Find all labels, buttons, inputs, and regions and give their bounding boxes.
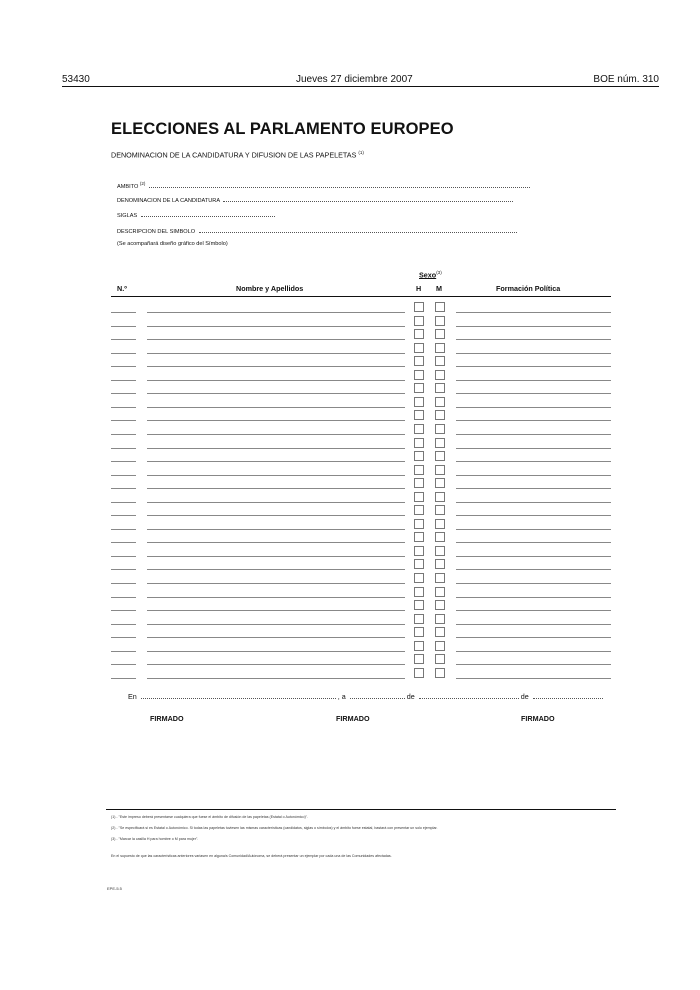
descripcion-fill-line bbox=[199, 228, 517, 233]
row-party-line[interactable] bbox=[456, 637, 611, 638]
row-name-line[interactable] bbox=[147, 515, 405, 516]
footnote-1: (1) - "Este impreso deberá presentarse cualquiera que fuese el ámbito de difusión de las papeletas (Estatal o Autonómico)". bbox=[111, 815, 308, 819]
row-name-line[interactable] bbox=[147, 610, 405, 611]
row-number-line[interactable] bbox=[111, 475, 136, 476]
sex-h-checkbox[interactable] bbox=[414, 329, 424, 339]
sex-m-checkbox[interactable] bbox=[435, 424, 445, 434]
row-party-line[interactable] bbox=[456, 651, 611, 652]
row-number-line[interactable] bbox=[111, 624, 136, 625]
row-name-line[interactable] bbox=[147, 312, 405, 313]
sex-m-checkbox[interactable] bbox=[435, 627, 445, 637]
row-number-line[interactable] bbox=[111, 610, 136, 611]
col-number-header: N.º bbox=[117, 284, 127, 293]
form-code: EPE-5.5 bbox=[107, 886, 122, 891]
sex-m-checkbox[interactable] bbox=[435, 654, 445, 664]
col-h-header: H bbox=[416, 284, 422, 293]
row-name-line[interactable] bbox=[147, 475, 405, 476]
row-number-line[interactable] bbox=[111, 366, 136, 367]
row-name-line[interactable] bbox=[147, 488, 405, 489]
row-number-line[interactable] bbox=[111, 529, 136, 530]
siglas-label: SIGLAS bbox=[117, 213, 138, 219]
header-rule bbox=[62, 86, 659, 87]
day-fill-line bbox=[350, 694, 405, 699]
signature-1: FIRMADO bbox=[150, 714, 184, 723]
signature-2: FIRMADO bbox=[336, 714, 370, 723]
place-date-line[interactable] bbox=[128, 692, 603, 701]
denominacion-field[interactable] bbox=[117, 197, 513, 204]
sex-m-checkbox[interactable] bbox=[435, 600, 445, 610]
sex-h-checkbox[interactable] bbox=[414, 505, 424, 515]
row-name-line[interactable] bbox=[147, 353, 405, 354]
row-party-line[interactable] bbox=[456, 353, 611, 354]
sex-h-checkbox[interactable] bbox=[414, 424, 424, 434]
row-number-line[interactable] bbox=[111, 502, 136, 503]
sex-m-checkbox[interactable] bbox=[435, 532, 445, 542]
ambito-footnote-ref: (2) bbox=[139, 181, 146, 186]
row-number-line[interactable] bbox=[111, 569, 136, 570]
sex-h-checkbox[interactable] bbox=[414, 668, 424, 678]
sex-h-checkbox[interactable] bbox=[414, 438, 424, 448]
row-party-line[interactable] bbox=[456, 664, 611, 665]
denominacion-fill-line bbox=[223, 197, 513, 202]
row-name-line[interactable] bbox=[147, 393, 405, 394]
sex-m-checkbox[interactable] bbox=[435, 641, 445, 651]
row-name-line[interactable] bbox=[147, 651, 405, 652]
row-party-line[interactable] bbox=[456, 393, 611, 394]
row-name-line[interactable] bbox=[147, 583, 405, 584]
month-fill-line bbox=[419, 694, 519, 699]
row-name-line[interactable] bbox=[147, 420, 405, 421]
simbolo-note: (Se acompañará diseño gráfico del Símbolo) bbox=[117, 241, 228, 247]
sex-m-checkbox[interactable] bbox=[435, 492, 445, 502]
sex-h-checkbox[interactable] bbox=[414, 451, 424, 461]
subtitle-text: DENOMINACION DE LA CANDIDATURA Y DIFUSION DE LAS PAPELETAS bbox=[111, 150, 357, 160]
page-title: ELECCIONES AL PARLAMENTO EUROPEO bbox=[111, 120, 454, 138]
row-number-line[interactable] bbox=[111, 542, 136, 543]
subtitle-footnote-ref: (1) bbox=[358, 150, 364, 155]
sex-m-checkbox[interactable] bbox=[435, 546, 445, 556]
row-party-line[interactable] bbox=[456, 569, 611, 570]
row-name-line[interactable] bbox=[147, 569, 405, 570]
sex-h-checkbox[interactable] bbox=[414, 302, 424, 312]
sex-h-checkbox[interactable] bbox=[414, 370, 424, 380]
row-number-line[interactable] bbox=[111, 488, 136, 489]
sexo-label: Sexo bbox=[419, 270, 437, 280]
sex-h-checkbox[interactable] bbox=[414, 532, 424, 542]
sex-m-checkbox[interactable] bbox=[435, 316, 445, 326]
sex-m-checkbox[interactable] bbox=[435, 370, 445, 380]
row-party-line[interactable] bbox=[456, 326, 611, 327]
sexo-footnote-ref: (3) bbox=[436, 270, 442, 275]
row-number-line[interactable] bbox=[111, 637, 136, 638]
sex-m-checkbox[interactable] bbox=[435, 573, 445, 583]
row-number-line[interactable] bbox=[111, 515, 136, 516]
row-party-line[interactable] bbox=[456, 597, 611, 598]
row-number-line[interactable] bbox=[111, 339, 136, 340]
row-name-line[interactable] bbox=[147, 678, 405, 679]
sex-m-checkbox[interactable] bbox=[435, 451, 445, 461]
sex-m-checkbox[interactable] bbox=[435, 505, 445, 515]
month-label: de bbox=[406, 692, 415, 701]
page-number: 53430 bbox=[62, 74, 90, 85]
row-party-line[interactable] bbox=[456, 366, 611, 367]
row-name-line[interactable] bbox=[147, 339, 405, 340]
row-number-line[interactable] bbox=[111, 393, 136, 394]
sex-h-checkbox[interactable] bbox=[414, 519, 424, 529]
sex-h-checkbox[interactable] bbox=[414, 587, 424, 597]
sex-h-checkbox[interactable] bbox=[414, 316, 424, 326]
sex-h-checkbox[interactable] bbox=[414, 356, 424, 366]
place-fill-line bbox=[141, 694, 336, 699]
descripcion-label: DESCRIPCION DEL SIMBOLO bbox=[117, 229, 196, 235]
row-name-line[interactable] bbox=[147, 366, 405, 367]
sex-m-checkbox[interactable] bbox=[435, 329, 445, 339]
row-number-line[interactable] bbox=[111, 461, 136, 462]
row-party-line[interactable] bbox=[456, 515, 611, 516]
sex-m-checkbox[interactable] bbox=[435, 478, 445, 488]
sex-h-checkbox[interactable] bbox=[414, 654, 424, 664]
publication-date: Jueves 27 diciembre 2007 bbox=[296, 74, 413, 85]
sex-m-checkbox[interactable] bbox=[435, 397, 445, 407]
col-party-header: Formación Política bbox=[496, 284, 561, 293]
row-number-line[interactable] bbox=[111, 583, 136, 584]
form-subtitle bbox=[111, 150, 364, 159]
sex-h-checkbox[interactable] bbox=[414, 573, 424, 583]
row-name-line[interactable] bbox=[147, 461, 405, 462]
row-name-line[interactable] bbox=[147, 407, 405, 408]
row-number-line[interactable] bbox=[111, 380, 136, 381]
row-party-line[interactable] bbox=[456, 502, 611, 503]
place-label: En bbox=[128, 692, 137, 701]
row-party-line[interactable] bbox=[456, 461, 611, 462]
row-party-line[interactable] bbox=[456, 542, 611, 543]
sex-m-checkbox[interactable] bbox=[435, 410, 445, 420]
row-number-line[interactable] bbox=[111, 312, 136, 313]
row-name-line[interactable] bbox=[147, 664, 405, 665]
row-name-line[interactable] bbox=[147, 448, 405, 449]
sex-m-checkbox[interactable] bbox=[435, 519, 445, 529]
row-party-line[interactable] bbox=[456, 448, 611, 449]
sex-h-checkbox[interactable] bbox=[414, 559, 424, 569]
col-name-header: Nombre y Apellidos bbox=[236, 284, 304, 293]
row-party-line[interactable] bbox=[456, 556, 611, 557]
row-number-line[interactable] bbox=[111, 556, 136, 557]
footnote-4: En el supuesto de que las características anteriores variasen en alguna/s Comunidad/Autónoma, se deberá presentar un ejemplar por cada una de las Comunidades afectadas. bbox=[111, 854, 392, 858]
footnote-rule bbox=[106, 809, 616, 810]
row-party-line[interactable] bbox=[456, 407, 611, 408]
siglas-fill-line bbox=[141, 212, 275, 217]
row-number-line[interactable] bbox=[111, 420, 136, 421]
sex-h-checkbox[interactable] bbox=[414, 614, 424, 624]
sex-h-checkbox[interactable] bbox=[414, 383, 424, 393]
sex-h-checkbox[interactable] bbox=[414, 478, 424, 488]
row-name-line[interactable] bbox=[147, 637, 405, 638]
sex-m-checkbox[interactable] bbox=[435, 668, 445, 678]
sex-h-checkbox[interactable] bbox=[414, 343, 424, 353]
row-number-line[interactable] bbox=[111, 664, 136, 665]
footnote-3: (3) - "Marcar la casilla H para hombre o M para mujer". bbox=[111, 837, 199, 841]
row-party-line[interactable] bbox=[456, 583, 611, 584]
sex-m-checkbox[interactable] bbox=[435, 383, 445, 393]
row-name-line[interactable] bbox=[147, 326, 405, 327]
sex-m-checkbox[interactable] bbox=[435, 614, 445, 624]
day-label: , a bbox=[337, 692, 346, 701]
row-number-line[interactable] bbox=[111, 678, 136, 679]
table-header-rule bbox=[111, 296, 611, 297]
row-number-line[interactable] bbox=[111, 353, 136, 354]
sex-m-checkbox[interactable] bbox=[435, 356, 445, 366]
sex-h-checkbox[interactable] bbox=[414, 410, 424, 420]
sex-h-checkbox[interactable] bbox=[414, 600, 424, 610]
row-party-line[interactable] bbox=[456, 488, 611, 489]
row-party-line[interactable] bbox=[456, 624, 611, 625]
publication-name: BOE núm. 310 bbox=[593, 74, 659, 85]
row-party-line[interactable] bbox=[456, 678, 611, 679]
sex-h-checkbox[interactable] bbox=[414, 641, 424, 651]
row-party-line[interactable] bbox=[456, 312, 611, 313]
row-name-line[interactable] bbox=[147, 624, 405, 625]
row-name-line[interactable] bbox=[147, 434, 405, 435]
ambito-field[interactable] bbox=[117, 181, 530, 190]
year-fill-line bbox=[533, 694, 603, 699]
row-party-line[interactable] bbox=[456, 475, 611, 476]
row-party-line[interactable] bbox=[456, 610, 611, 611]
row-number-line[interactable] bbox=[111, 326, 136, 327]
row-number-line[interactable] bbox=[111, 434, 136, 435]
sex-h-checkbox[interactable] bbox=[414, 492, 424, 502]
sex-m-checkbox[interactable] bbox=[435, 465, 445, 475]
sex-h-checkbox[interactable] bbox=[414, 465, 424, 475]
sex-m-checkbox[interactable] bbox=[435, 559, 445, 569]
row-name-line[interactable] bbox=[147, 542, 405, 543]
row-number-line[interactable] bbox=[111, 448, 136, 449]
sex-h-checkbox[interactable] bbox=[414, 627, 424, 637]
row-name-line[interactable] bbox=[147, 597, 405, 598]
row-party-line[interactable] bbox=[456, 420, 611, 421]
row-name-line[interactable] bbox=[147, 380, 405, 381]
year-label: de bbox=[520, 692, 529, 701]
descripcion-field[interactable] bbox=[117, 228, 517, 235]
ambito-label: AMBITO bbox=[117, 183, 139, 190]
row-party-line[interactable] bbox=[456, 434, 611, 435]
row-name-line[interactable] bbox=[147, 502, 405, 503]
ambito-fill-line bbox=[149, 183, 530, 188]
sex-h-checkbox[interactable] bbox=[414, 397, 424, 407]
sexo-header bbox=[419, 270, 442, 279]
row-number-line[interactable] bbox=[111, 651, 136, 652]
denominacion-label: DENOMINACION DE LA CANDIDATURA bbox=[117, 198, 220, 204]
row-name-line[interactable] bbox=[147, 556, 405, 557]
row-number-line[interactable] bbox=[111, 597, 136, 598]
row-party-line[interactable] bbox=[456, 529, 611, 530]
col-m-header: M bbox=[436, 284, 442, 293]
row-name-line[interactable] bbox=[147, 529, 405, 530]
sex-m-checkbox[interactable] bbox=[435, 438, 445, 448]
sex-m-checkbox[interactable] bbox=[435, 302, 445, 312]
sex-h-checkbox[interactable] bbox=[414, 546, 424, 556]
signature-3: FIRMADO bbox=[521, 714, 555, 723]
row-number-line[interactable] bbox=[111, 407, 136, 408]
siglas-field[interactable] bbox=[117, 212, 275, 219]
sex-m-checkbox[interactable] bbox=[435, 587, 445, 597]
sex-m-checkbox[interactable] bbox=[435, 343, 445, 353]
row-party-line[interactable] bbox=[456, 339, 611, 340]
row-party-line[interactable] bbox=[456, 380, 611, 381]
footnote-2: (2) - "Se especificará si es Estatal o Autonómico. Si todas las papeletas tuviesen las mismas características (candidatos, siglas o símbolos) y el ámbito fuese estatal, bastará con presentar un solo ejemplar. bbox=[111, 826, 438, 830]
